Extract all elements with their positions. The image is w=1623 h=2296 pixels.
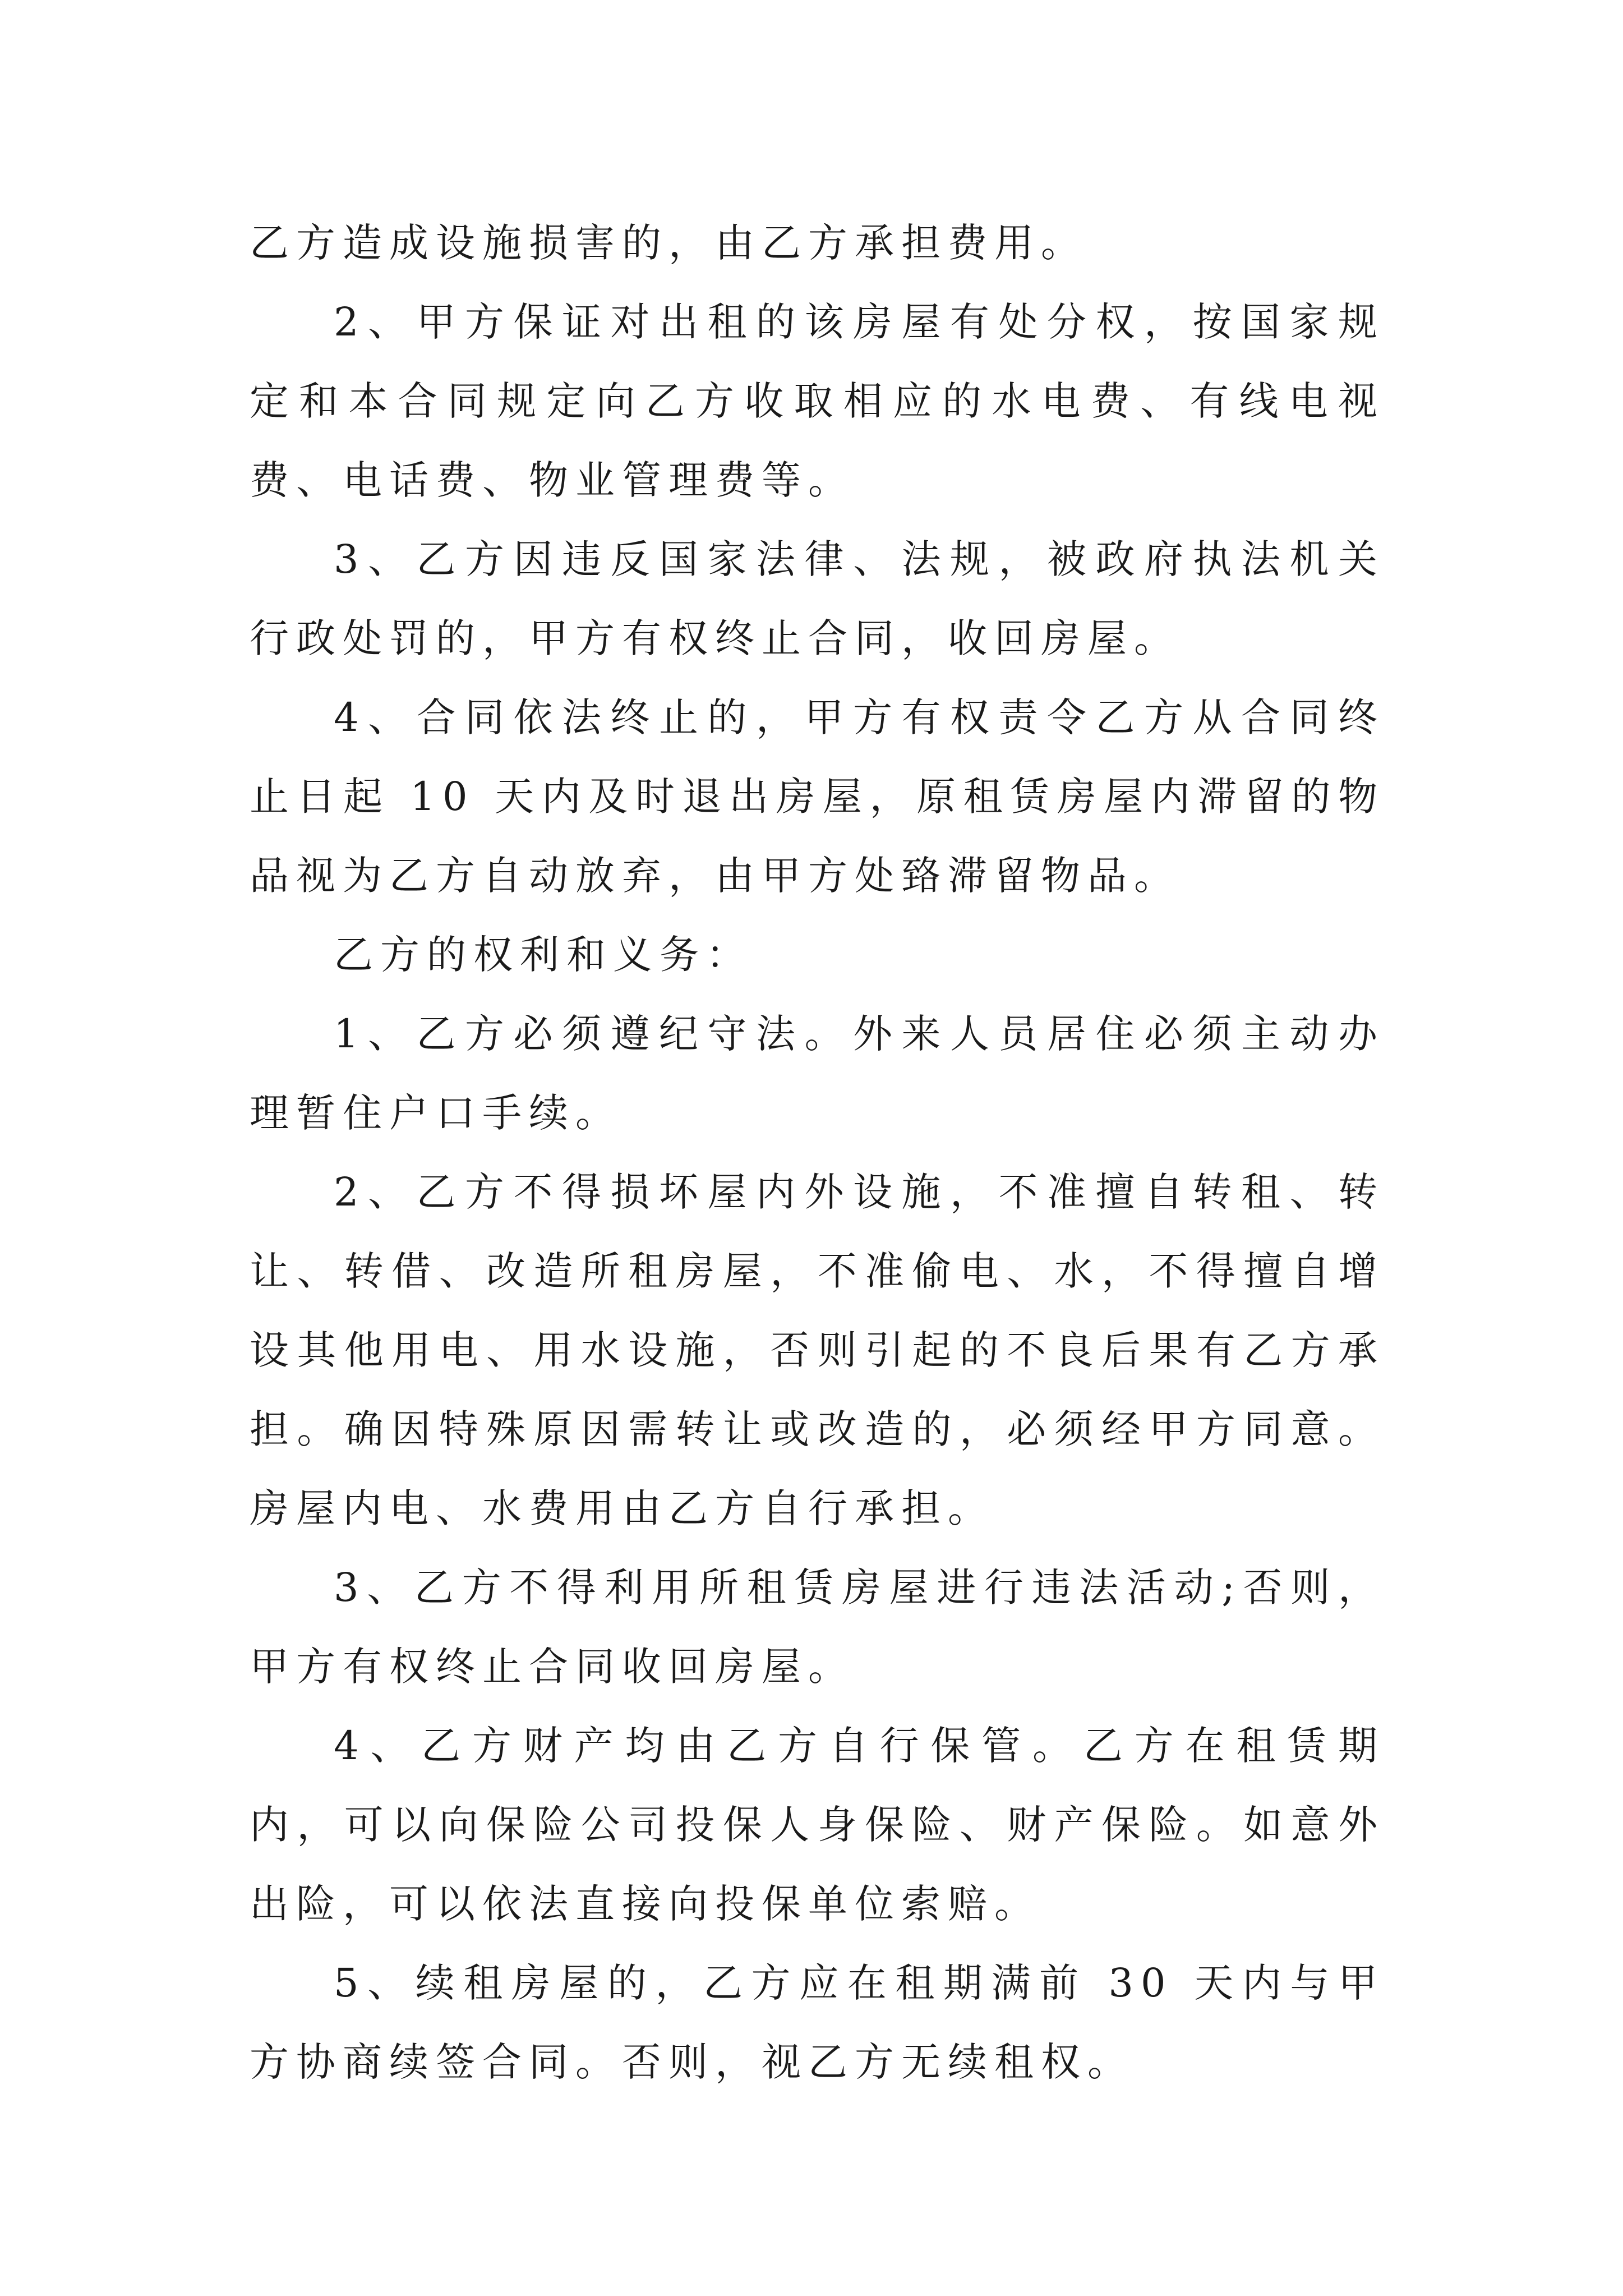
paragraph-continuation: 乙方造成设施损害的，由乙方承担费用。 <box>250 220 1087 266</box>
section-heading-tenant-rights: 乙方的权利和义务： <box>334 932 753 978</box>
document-body <box>250 204 1385 2102</box>
paragraph-tenant-duty-1: 1、乙方必须遵纪守法。外来人员居住必须主动办理暂住户口手续。 <box>250 1011 1385 1136</box>
paragraph-tenant-duty-3: 3、乙方不得利用所租赁房屋进行违法活动;否则，甲方有权终止合同收回房屋。 <box>250 1565 1385 1690</box>
paragraph-tenant-duty-5: 5、续租房屋的，乙方应在租期满前 30 天内与甲方协商续签合同。否则，视乙方无续租权。 <box>250 1960 1385 2085</box>
paragraph-landlord-right-2: 2、甲方保证对出租的该房屋有处分权，按国家规定和本合同规定向乙方收取相应的水电费、有线电视费、电话费、物业管理费等。 <box>250 299 1385 503</box>
paragraph-landlord-right-4: 4、合同依法终止的，甲方有权责令乙方从合同终止日起 10 天内及时退出房屋，原租赁房屋内滞留的物品视为乙方自动放弃，由甲方处臵滞留物品。 <box>250 694 1385 899</box>
paragraph-tenant-duty-4: 4、乙方财产均由乙方自行保管。乙方在租赁期内，可以向保险公司投保人身保险、财产保险。如意外出险，可以依法直接向投保单位索赔。 <box>250 1723 1385 1927</box>
paragraph-landlord-right-3: 3、乙方因违反国家法律、法规，被政府执法机关行政处罚的，甲方有权终止合同，收回房屋。 <box>250 536 1385 661</box>
paragraph-tenant-duty-2: 2、乙方不得损坏屋内外设施，不准擅自转租、转让、转借、改造所租房屋，不准偷电、水，不得擅自增设其他用电、用水设施，否则引起的不良后果有乙方承担。确因特殊原因需转让或改造的，必须经甲方同意。房屋内电、水费用由乙方自行承担。 <box>250 1169 1385 1531</box>
